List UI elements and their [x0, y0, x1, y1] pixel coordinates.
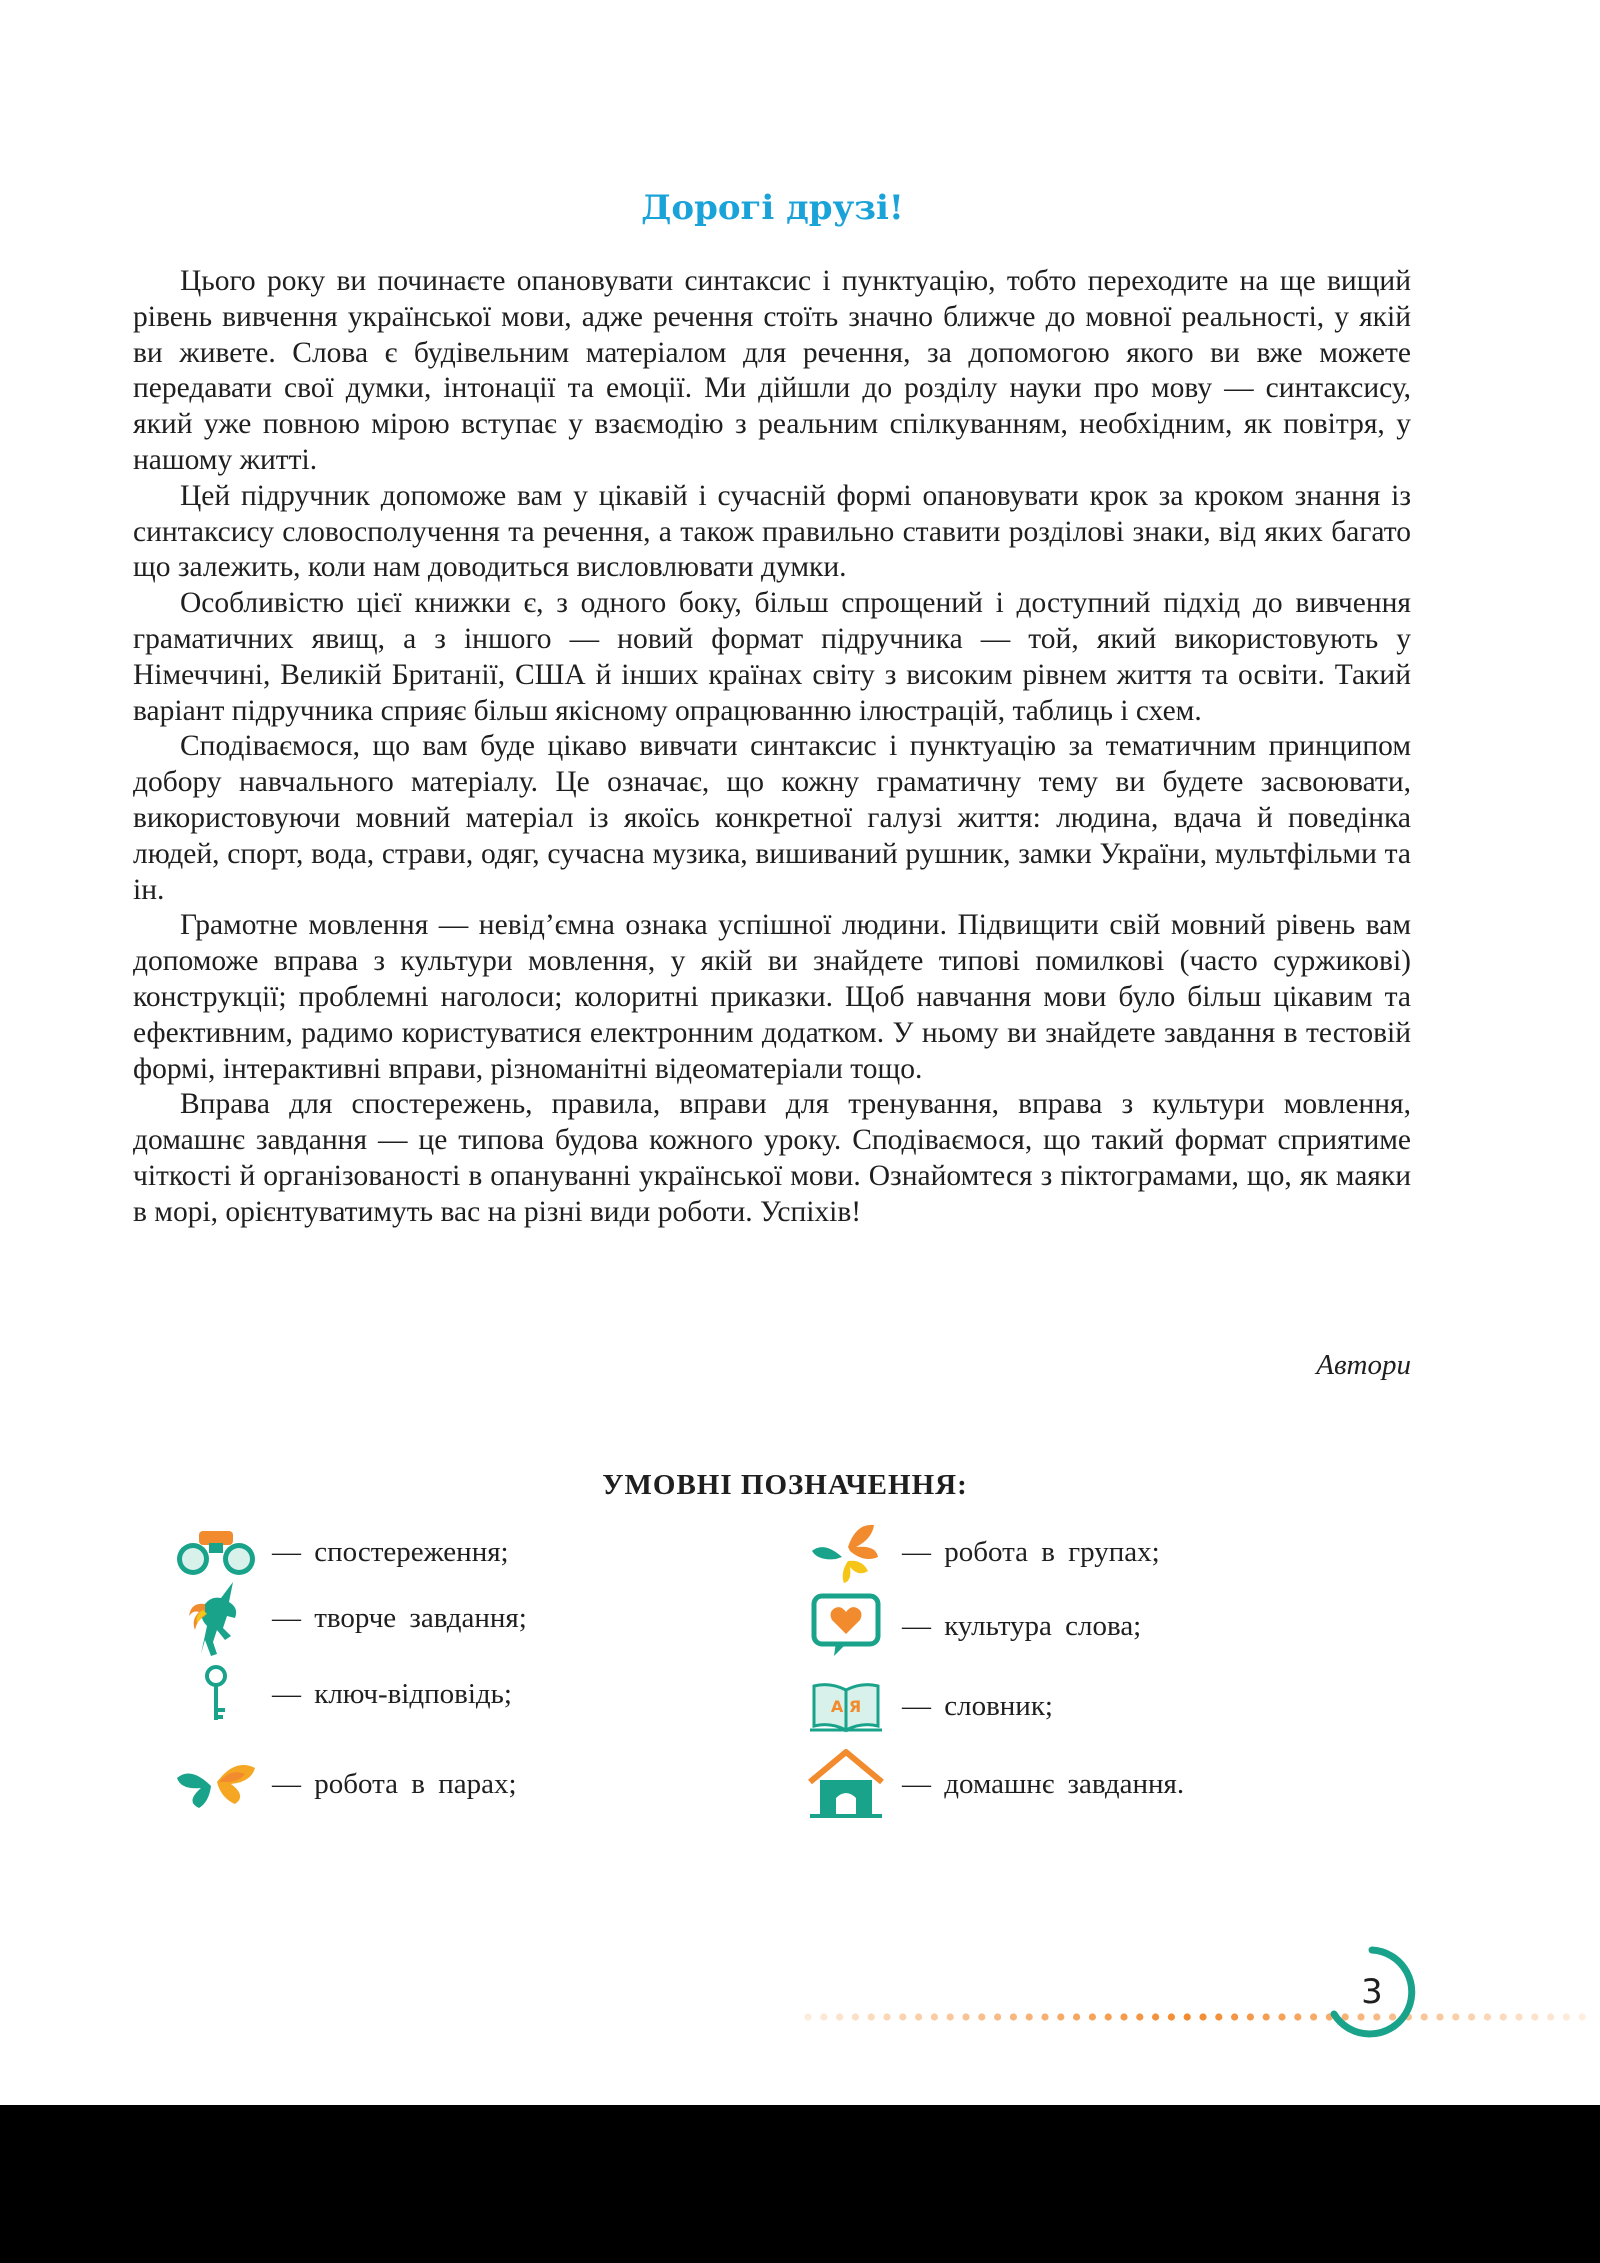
decor-dot [1152, 2013, 1159, 2020]
decor-dot [1010, 2013, 1017, 2020]
decor-dot [1057, 2013, 1064, 2020]
decor-dot [915, 2013, 922, 2020]
decor-dot [1484, 2013, 1491, 2020]
decor-dot [978, 2013, 985, 2020]
decor-dot [1073, 2013, 1080, 2020]
decor-dot [1231, 2013, 1238, 2020]
butterfly-group-icon [800, 1514, 892, 1590]
decor-dot [1547, 2013, 1554, 2020]
legend-item-group-work [800, 1514, 1160, 1590]
decor-dot [1294, 2013, 1301, 2020]
key-icon [170, 1656, 262, 1732]
decor-dot [1515, 2013, 1522, 2020]
decor-dot [1120, 2013, 1127, 2020]
decor-dot [1247, 2013, 1254, 2020]
decor-dot [1310, 2013, 1317, 2020]
page-number-badge [1322, 1942, 1422, 2042]
decor-dot [962, 2013, 969, 2020]
decor-dot [836, 2013, 843, 2020]
decor-dot [852, 2013, 859, 2020]
decor-dot [1452, 2013, 1459, 2020]
legend-label: — робота в парах; [272, 1767, 517, 1800]
paragraph: Грамотне мовлення — невід’ємна ознака успішної людини. Підвищити свій мовний рівень вам допоможе вправа з культури мовлення, у якій ви знайдете типові помилкові (часто суржикові) конструкції; проблемні наголоси; колоритні приказки. Щоб навчання мови було більш цікавим та ефективним, радимо користуватися електронним додатком. У ньому ви знайдете завдання в тестовій формі, інтерактивні вправи, різноманітні відеоматеріали тощо. [133, 909, 1411, 1085]
decor-dot [804, 2013, 811, 2020]
legend-item-dictionary [800, 1668, 1053, 1744]
legend-label: — культура слова; [902, 1609, 1142, 1642]
decor-dot [1168, 2013, 1175, 2020]
legend-item-word-culture [800, 1588, 1141, 1664]
decor-dot [868, 2013, 875, 2020]
decor-dot [1579, 2013, 1586, 2020]
legend-label: — творче завдання; [272, 1601, 527, 1634]
decor-dot [1089, 2013, 1096, 2020]
decor-dot [1500, 2013, 1507, 2020]
legend-label: — робота в групах; [902, 1535, 1160, 1568]
decor-dot [1026, 2013, 1033, 2020]
legend-label: — словник; [902, 1689, 1053, 1722]
legend-item-homework [800, 1746, 1184, 1822]
dotted-line-decoration [800, 2010, 1590, 2024]
decor-dot [1199, 2013, 1206, 2020]
paragraph: Особливістю цієї книжки є, з одного боку, більш спрощений і доступний підхід до вивчення граматичних явищ, а з іншого — новий формат підручника — той, який використовують у Німеччині, Великій Британії, США й інших країнах світу з високим рівнем життя та освіти. Такий варіант підручника сприяє більш якісному опрацюванню ілюстрацій, таблиць і схем. [133, 587, 1411, 727]
decor-dot [1531, 2013, 1538, 2020]
paragraph: Вправа для спостережень, правила, вправи для тренування, вправа з культури мовлення, домашнє завдання — це типова будова кожного уроку. Сподіваємося, що такий формат сприятиме чіткості й організованості в опануванні української мови. Ознайомтеся з піктограмами, що, як маяки в морі, орієнтуватимуть вас на різні види роботи. Успіхів! [133, 1088, 1411, 1228]
legend-item-creative-task [170, 1580, 527, 1656]
page-title: Дорогі друзі! [641, 188, 904, 228]
legend-title: УМОВНІ ПОЗНАЧЕННЯ: [602, 1469, 968, 1501]
decor-dot [1436, 2013, 1443, 2020]
book-letters: А Я [830, 1697, 862, 1716]
decor-dot [1105, 2013, 1112, 2020]
paragraph: Цього року ви починаєте опановувати синтаксис і пунктуацію, тобто переходите на ще вищий рівень вивчення української мови, адже речення стоїть значно ближче до мовної реальності, у якій ви живете. Слова є будівельним матеріалом для речення, за допомогою якого ви вже можете передавати свої думки, інтонації та емоції. Ми дійшли до розділу науки про мову — синтаксису, який уже повною мірою вступає у взаємодію з реальним спілкуванням, необхідним, як повітря, у нашому житті. [133, 265, 1411, 476]
open-book-icon [800, 1668, 892, 1744]
paragraph: Цей підручник допоможе вам у цікавій і сучасній формі опановувати крок за кроком знання із синтаксису словосполучення та речення, а також правильно ставити розділові знаки, від яких багато що залежить, коли нам доводиться висловлювати думки. [133, 479, 1411, 584]
decor-dot [1563, 2013, 1570, 2020]
decor-dot [994, 2013, 1001, 2020]
legend-label: — спостереження; [272, 1535, 509, 1568]
decor-dot [1041, 2013, 1048, 2020]
foreword-text [133, 264, 1411, 1231]
two-butterflies-icon [170, 1746, 262, 1822]
unicorn-icon [170, 1580, 262, 1656]
page-number: 3 [1361, 1972, 1383, 2012]
paragraph: Сподіваємося, що вам буде цікаво вивчати синтаксис і пунктуацію за тематичним принципом добору навчального матеріалу. Це означає, що кожну граматичну тему ви будете засвоювати, використовуючи мовний матеріал із якоїсь конкретної галузі життя: людина, вдача й поведінка людей, спорт, вода, страви, одяг, сучасна музика, вишиваний рушник, замки України, мультфільми та ін. [133, 730, 1411, 906]
decor-dot [899, 2013, 906, 2020]
legend-item-answer-key [170, 1656, 512, 1732]
decor-dot [1184, 2013, 1191, 2020]
decor-dot [820, 2013, 827, 2020]
author-signature: Автори [1316, 1349, 1411, 1381]
legend-item-pair-work [170, 1746, 517, 1822]
decor-dot [1468, 2013, 1475, 2020]
decor-dot [883, 2013, 890, 2020]
decor-dot [947, 2013, 954, 2020]
legend-label: — домашнє завдання. [902, 1767, 1185, 1800]
legend-label: — ключ-відповідь; [272, 1677, 512, 1710]
decor-dot [931, 2013, 938, 2020]
decor-dot [1263, 2013, 1270, 2020]
house-icon [800, 1746, 892, 1822]
decor-dot [1215, 2013, 1222, 2020]
decor-dot [1278, 2013, 1285, 2020]
decor-dot [1136, 2013, 1143, 2020]
heart-speech-icon [800, 1588, 892, 1664]
